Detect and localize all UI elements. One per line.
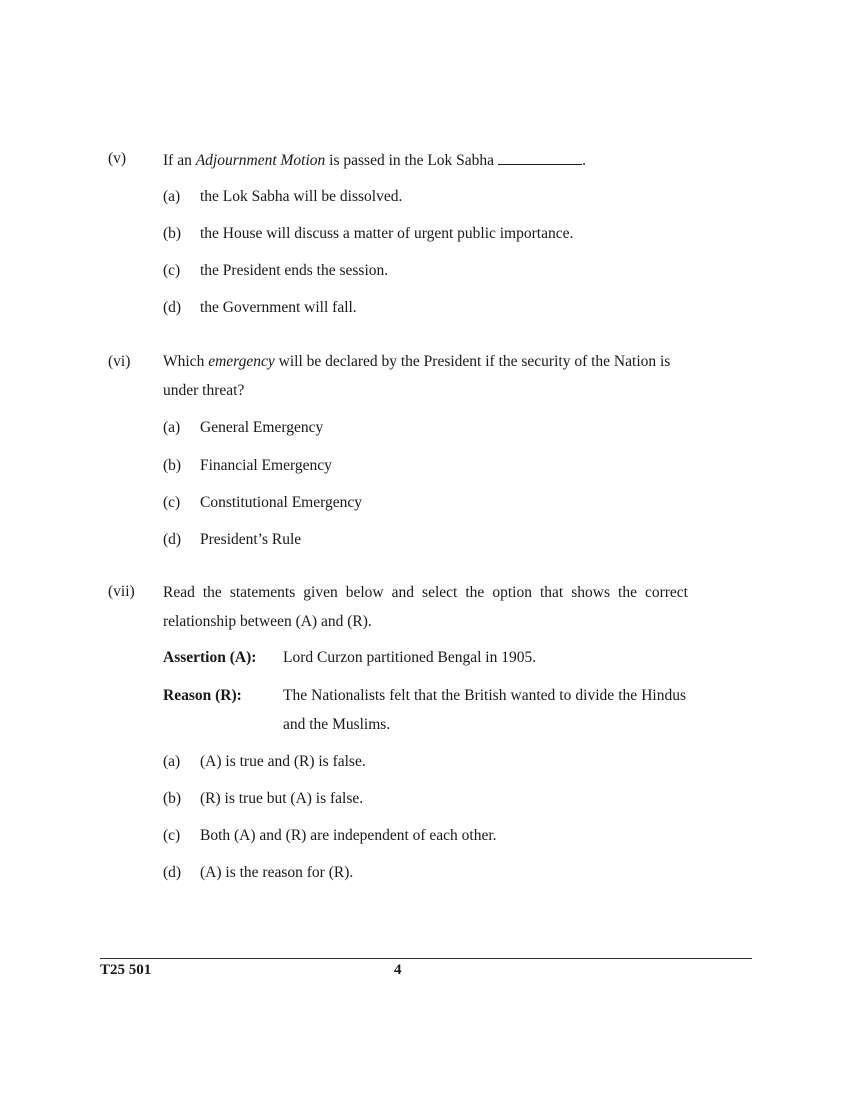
option-label: (a) xyxy=(163,419,181,436)
option-label: (d) xyxy=(163,299,182,316)
option-text: General Emergency xyxy=(200,419,324,436)
footer-divider xyxy=(100,958,752,959)
option-text: (A) is the reason for (R). xyxy=(200,864,354,881)
question-number: (vi) xyxy=(108,353,131,370)
answer-blank xyxy=(498,150,582,165)
emphasis-term: emergency xyxy=(208,353,275,370)
option-text: Constitutional Emergency xyxy=(200,494,363,511)
question-text: Read the statements given below and select the option that shows the correct relationship between (A) and (R). xyxy=(163,584,688,630)
option-label: (a) xyxy=(163,188,181,205)
question-number: (vii) xyxy=(108,583,135,600)
option-text: the Government will fall. xyxy=(200,299,357,316)
option-text: the President ends the session. xyxy=(200,262,389,279)
option-text: (A) is true and (R) is false. xyxy=(200,753,366,770)
assertion-label: Assertion (A): xyxy=(163,649,257,666)
option-text: Financial Emergency xyxy=(200,457,332,474)
question-text: Which emergency will be declared by the President if the security of the Nation is under threat? xyxy=(163,353,671,399)
assertion-text: Lord Curzon partitioned Bengal in 1905. xyxy=(283,649,537,666)
reason-text: The Nationalists felt that the British wanted to divide the Hindus and the Muslims. xyxy=(283,687,686,733)
option-label: (d) xyxy=(163,531,182,548)
option-text: Both (A) and (R) are independent of each other. xyxy=(200,827,497,844)
option-label: (b) xyxy=(163,457,182,474)
option-label: (c) xyxy=(163,262,181,279)
emphasis-term: Adjournment Motion xyxy=(195,152,326,169)
option-text: President’s Rule xyxy=(200,531,302,548)
question-number: (v) xyxy=(108,150,127,167)
option-label: (c) xyxy=(163,494,181,511)
option-text: (R) is true but (A) is false. xyxy=(200,790,364,807)
option-text: the House will discuss a matter of urgent public importance. xyxy=(200,225,574,242)
option-label: (a) xyxy=(163,753,181,770)
option-label: (b) xyxy=(163,790,182,807)
option-text: the Lok Sabha will be dissolved. xyxy=(200,188,403,205)
paper-code: T25 501 xyxy=(100,962,152,978)
option-label: (b) xyxy=(163,225,182,242)
option-label: (d) xyxy=(163,864,182,881)
option-label: (c) xyxy=(163,827,181,844)
question-text: If an Adjournment Motion is passed in the Lok Sabha . xyxy=(163,152,586,169)
page-number: 4 xyxy=(394,962,402,978)
reason-label: Reason (R): xyxy=(163,687,242,704)
